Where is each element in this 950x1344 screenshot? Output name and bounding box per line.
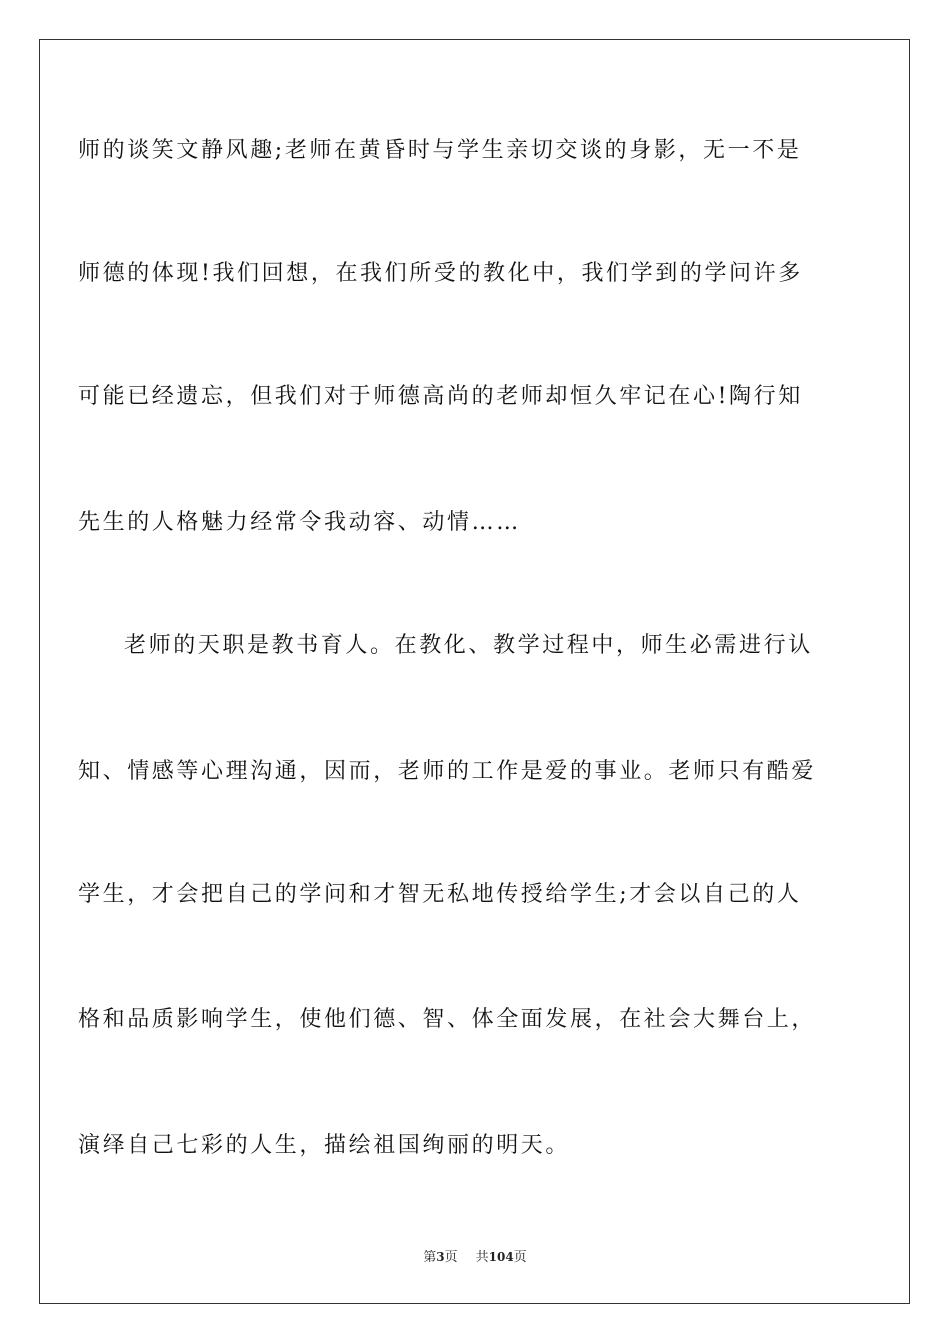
paragraph-first-line: 老师的天职是教书育人。在教化、教学过程中，师生必需进行认 (124, 633, 813, 658)
total-prefix: 共 (475, 1250, 489, 1265)
text-line: 知、情感等心理沟通，因而，老师的工作是爱的事业。老师只有酷爱 (78, 759, 817, 784)
page-border (39, 39, 910, 1304)
page-footer (0, 1248, 950, 1267)
text-line: 可能已经遗忘，但我们对于师德高尚的老师却恒久牢记在心!陶行知 (78, 384, 803, 409)
text-line: 学生，才会把自己的学问和才智无私地传授给学生;才会以自己的人 (78, 882, 802, 907)
page-suffix: 页 (444, 1250, 458, 1265)
page-number: 3 (436, 1250, 445, 1264)
text-line: 师的谈笑文静风趣;老师在黄昏时与学生亲切交谈的身影，无一不是 (78, 138, 802, 163)
text-line: 先生的人格魅力经常令我动容、动情…… (78, 510, 521, 535)
total-suffix: 页 (513, 1250, 527, 1265)
total-pages: 104 (488, 1250, 514, 1264)
page-prefix: 第 (423, 1250, 437, 1265)
text-line: 师德的体现!我们回想，在我们所受的教化中，我们学到的学问许多 (78, 261, 803, 286)
text-line: 演绎自己七彩的人生，描绘祖国绚丽的明天。 (78, 1133, 571, 1158)
text-line: 格和品质影响学生，使他们德、智、体全面发展，在社会大舞台上， (78, 1007, 817, 1032)
